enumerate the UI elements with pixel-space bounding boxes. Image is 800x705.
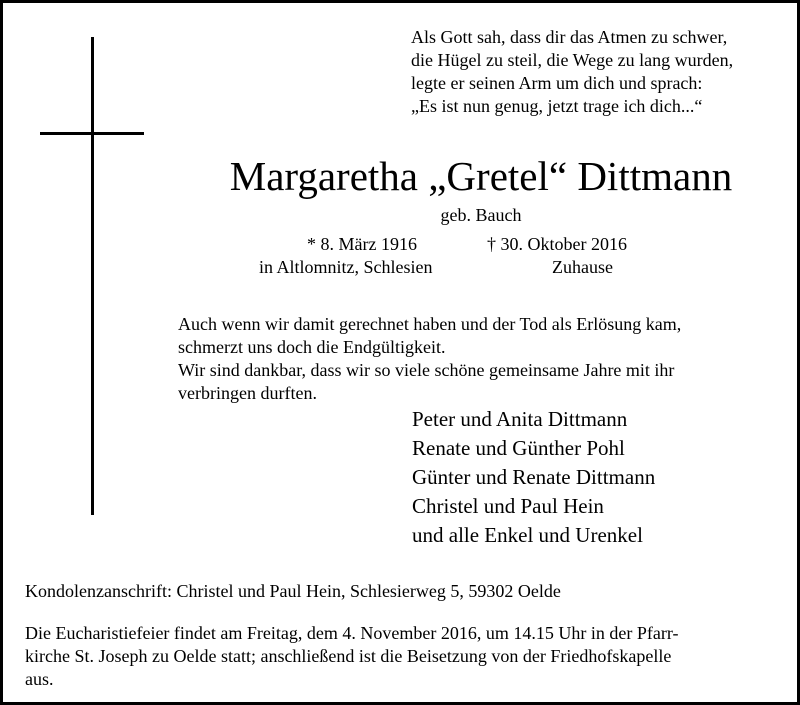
- mourners-list: [412, 405, 655, 550]
- message-line: Wir sind dankbar, dass wir so viele schöne gemeinsame Jahre mit ihr: [178, 360, 675, 380]
- condolence-address: Kondolenzanschrift: Christel und Paul Hein, Schlesierweg 5, 59302 Oelde: [25, 581, 561, 601]
- cross-icon: [91, 37, 94, 515]
- message-line: verbringen durften.: [178, 383, 317, 403]
- verse-line: legte er seinen Arm um dich und sprach:: [411, 73, 703, 93]
- service-line: Die Eucharistiefeier findet am Freitag, dem 4. November 2016, um 14.15 Uhr in der Pfarr-: [25, 623, 679, 643]
- verse-line: die Hügel zu steil, die Wege zu lang wurden,: [411, 50, 734, 70]
- message-line: schmerzt uns doch die Endgültigkeit.: [178, 337, 446, 357]
- mourner: Christel und Paul Hein: [412, 494, 604, 518]
- verse-line: „Es ist nun genug, jetzt trage ich dich...“: [411, 96, 703, 116]
- verse-line: Als Gott sah, dass dir das Atmen zu schwer,: [411, 27, 728, 47]
- maiden-name: geb. Bauch: [440, 205, 522, 225]
- cross-icon-bar: [40, 132, 144, 135]
- death-place: Zuhause: [552, 257, 613, 277]
- mourner: Peter und Anita Dittmann: [412, 407, 628, 431]
- birth-place: in Altlomnitz, Schlesien: [259, 257, 433, 277]
- mourner: und alle Enkel und Urenkel: [412, 523, 643, 547]
- birth-date: * 8. März 1916: [307, 234, 417, 254]
- mourner: Günter und Renate Dittmann: [412, 465, 656, 489]
- service-line: kirche St. Joseph zu Oelde statt; anschließend ist die Beisetzung von der Friedhofskapelle: [25, 646, 672, 666]
- verse: [411, 26, 733, 118]
- message-line: Auch wenn wir damit gerechnet haben und der Tod als Erlösung kam,: [178, 314, 682, 334]
- message: [178, 313, 681, 405]
- service-info: [25, 622, 678, 691]
- mourner: Renate und Günther Pohl: [412, 436, 625, 460]
- service-line: aus.: [25, 669, 54, 689]
- death-date: † 30. Oktober 2016: [487, 234, 627, 254]
- deceased-name: Margaretha „Gretel“ Dittmann: [229, 153, 733, 199]
